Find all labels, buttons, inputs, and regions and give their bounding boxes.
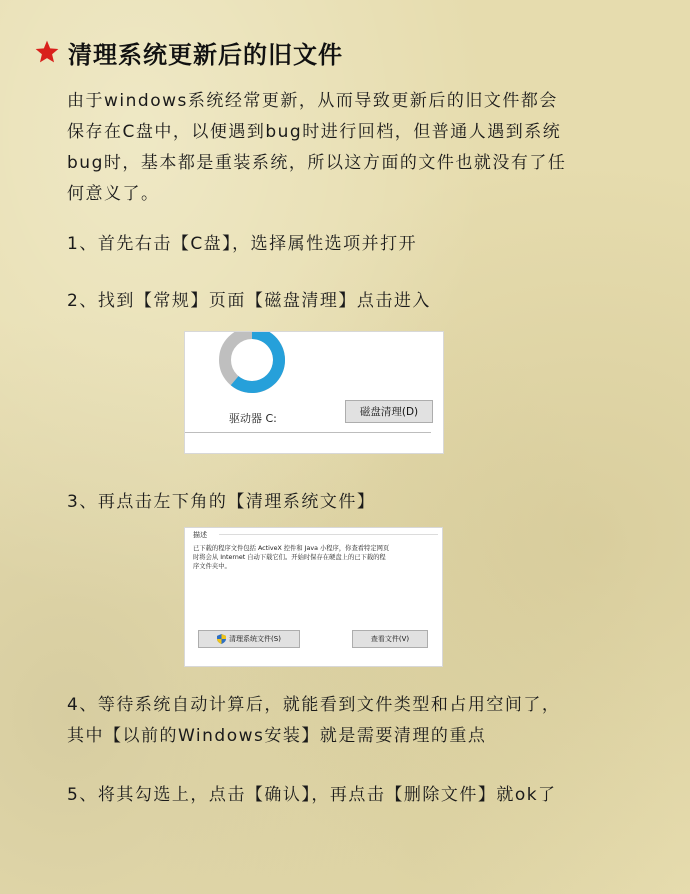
description-text bbox=[193, 544, 433, 571]
disk-cleanup-screenshot bbox=[184, 527, 443, 667]
step-4-line: 其中【以前的Windows安装】就是需要清理的重点 bbox=[67, 726, 487, 746]
description-header: 描述 bbox=[193, 531, 207, 539]
page-title: 清理系统更新后的旧文件 bbox=[68, 40, 343, 69]
view-files-button[interactable]: 查看文件(V) bbox=[352, 630, 428, 648]
intro-paragraph bbox=[67, 86, 657, 210]
shield-icon bbox=[217, 634, 226, 644]
drive-label: 驱动器 C: bbox=[229, 412, 277, 425]
clean-system-files-label: 清理系统文件(S) bbox=[229, 635, 281, 643]
intro-line: 保存在C盘中，以便遇到bug时进行回档，但普通人遇到系统 bbox=[67, 122, 562, 142]
disk-properties-screenshot bbox=[184, 331, 444, 454]
heading bbox=[34, 34, 343, 70]
disk-cleanup-button[interactable]: 磁盘清理(D) bbox=[345, 400, 433, 423]
star-icon bbox=[34, 39, 60, 65]
step-3: 3、再点击左下角的【清理系统文件】 bbox=[67, 492, 376, 512]
step-2: 2、找到【常规】页面【磁盘清理】点击进入 bbox=[67, 291, 431, 311]
step-4 bbox=[67, 690, 657, 752]
group-divider bbox=[219, 534, 438, 535]
intro-line: bug时，基本都是重装系统，所以这方面的文件也就没有了任 bbox=[67, 153, 567, 173]
description-line: 时将会从 Internet 自动下载它们。开始时保存在硬盘上的已下载的程 bbox=[193, 554, 386, 561]
disk-usage-donut bbox=[217, 332, 287, 396]
intro-line: 何意义了。 bbox=[67, 184, 160, 204]
description-line: 已下载的程序文件包括 ActiveX 控件和 Java 小程序，你查看特定网页 bbox=[193, 545, 390, 552]
step-5: 5、将其勾选上，点击【确认】，再点击【删除文件】就ok了 bbox=[67, 785, 557, 805]
step-4-line: 4、等待系统自动计算后，就能看到文件类型和占用空间了， bbox=[67, 695, 561, 715]
description-line: 序文件夹中。 bbox=[193, 563, 231, 570]
divider bbox=[185, 432, 431, 433]
clean-system-files-button[interactable] bbox=[198, 630, 300, 648]
intro-line: 由于windows系统经常更新，从而导致更新后的旧文件都会 bbox=[67, 91, 558, 111]
step-1: 1、首先右击【C盘】，选择属性选项并打开 bbox=[67, 234, 418, 254]
